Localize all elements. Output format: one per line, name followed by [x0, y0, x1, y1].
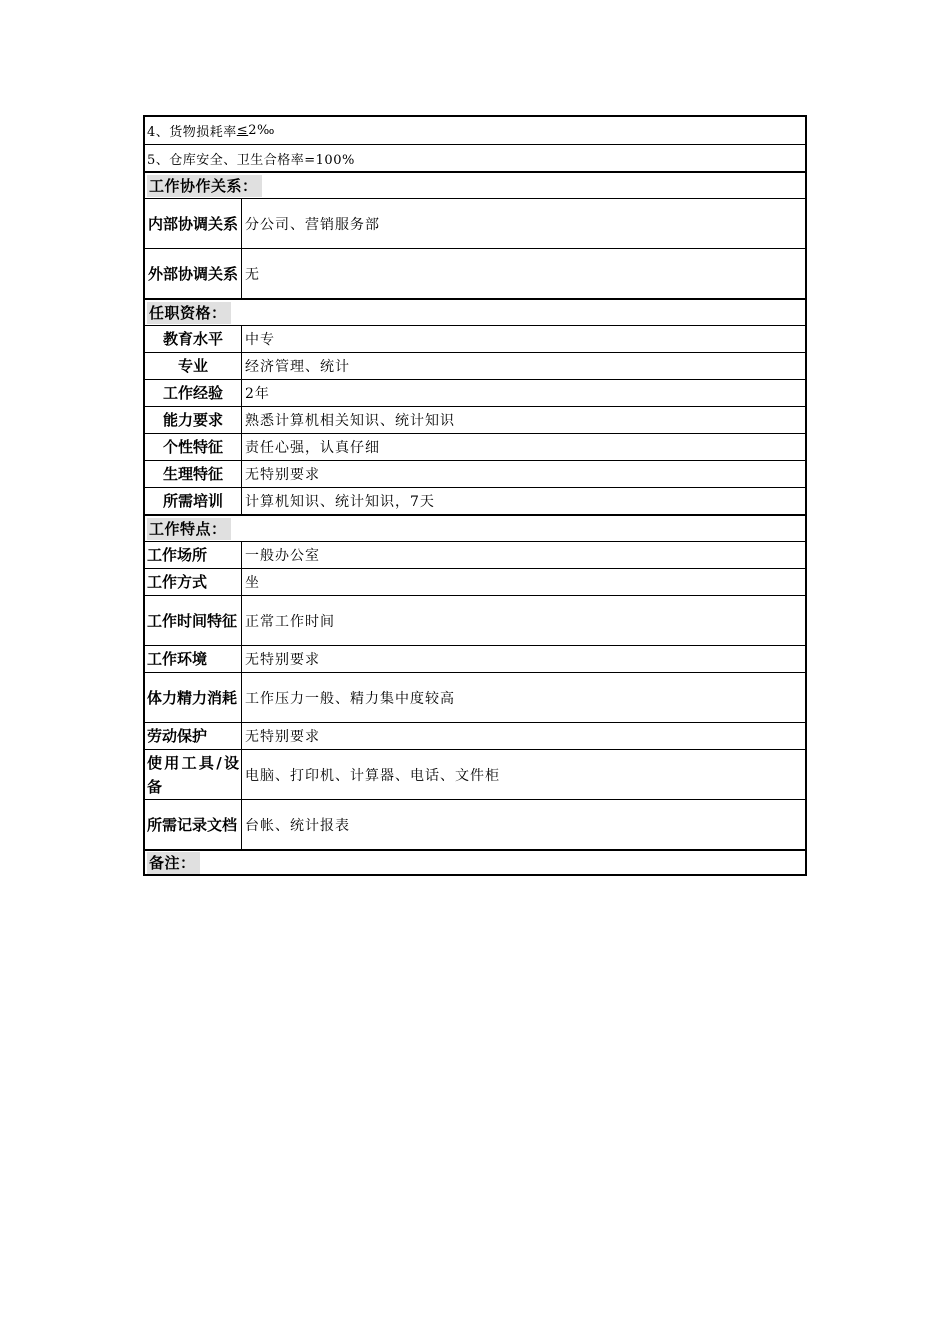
field-value: 熟悉计算机相关知识、统计知识	[245, 413, 455, 429]
field-label: 使用工具/设备	[145, 750, 242, 799]
field-value: 无特别要求	[245, 729, 320, 745]
kpi-4-value: 2‰	[248, 123, 275, 138]
table-row	[145, 541, 805, 568]
table-row	[145, 460, 805, 487]
field-value: 分公司、营销服务部	[245, 216, 380, 233]
kpi-4-text: 4、货物损耗率	[147, 125, 237, 140]
field-label: 所需记录文档	[145, 800, 242, 849]
field-value: 无	[245, 266, 260, 283]
kpi-line-5: 5、仓库安全、卫生合格率=100%	[147, 152, 355, 168]
section-header-row	[145, 298, 805, 325]
field-value: 经济管理、统计	[245, 359, 350, 375]
table-row	[145, 645, 805, 672]
cooperation-header: 工作协作关系：	[147, 175, 262, 197]
field-label: 所需培训	[145, 488, 242, 514]
field-label: 工作环境	[145, 646, 242, 672]
field-label: 内部协调关系	[145, 199, 242, 248]
table-row	[145, 198, 805, 248]
field-label: 工作时间特征	[145, 596, 242, 645]
field-value: 台帐、统计报表	[245, 817, 350, 834]
field-value: 坐	[245, 575, 260, 591]
field-label: 体力精力消耗	[145, 673, 242, 722]
table-row	[145, 248, 805, 298]
field-label: 生理特征	[145, 461, 242, 487]
field-value: 无特别要求	[245, 652, 320, 668]
field-label: 个性特征	[145, 434, 242, 460]
field-label: 能力要求	[145, 407, 242, 433]
kpi-4-symbol: ≤	[236, 123, 249, 138]
field-label: 外部协调关系	[145, 249, 242, 298]
field-value: 责任心强，认真仔细	[245, 440, 380, 456]
field-value: 2年	[245, 386, 270, 402]
field-label: 工作经验	[145, 380, 242, 406]
field-label: 工作场所	[145, 542, 242, 568]
field-value: 计算机知识、统计知识，7天	[245, 494, 435, 510]
table-row	[145, 595, 805, 645]
section-header-row	[145, 514, 805, 541]
table-row	[145, 672, 805, 722]
field-label: 工作方式	[145, 569, 242, 595]
field-value: 无特别要求	[245, 467, 320, 483]
qualifications-header: 任职资格：	[147, 302, 231, 324]
table-row	[145, 722, 805, 749]
section-header-row	[145, 171, 805, 198]
table-row	[145, 433, 805, 460]
kpi-row	[145, 144, 805, 171]
table-row	[145, 379, 805, 406]
field-label: 教育水平	[145, 326, 242, 352]
section-header-row	[145, 849, 805, 874]
field-value: 中专	[245, 332, 275, 348]
remarks-header: 备注：	[147, 852, 200, 874]
table-row	[145, 799, 805, 849]
table-row	[145, 406, 805, 433]
table-row	[145, 352, 805, 379]
table-row	[145, 749, 805, 799]
field-label: 劳动保护	[145, 723, 242, 749]
characteristics-header: 工作特点：	[147, 518, 231, 540]
table-row	[145, 487, 805, 514]
job-description-table	[143, 115, 807, 876]
field-value: 一般办公室	[245, 548, 320, 564]
field-value: 电脑、打印机、计算器、电话、文件柜	[245, 767, 500, 784]
table-row	[145, 325, 805, 352]
field-value: 正常工作时间	[245, 613, 335, 630]
kpi-row	[145, 117, 805, 144]
field-label: 专业	[145, 353, 242, 379]
field-value: 工作压力一般、精力集中度较高	[245, 690, 455, 707]
table-row	[145, 568, 805, 595]
kpi-line-4	[145, 117, 805, 144]
